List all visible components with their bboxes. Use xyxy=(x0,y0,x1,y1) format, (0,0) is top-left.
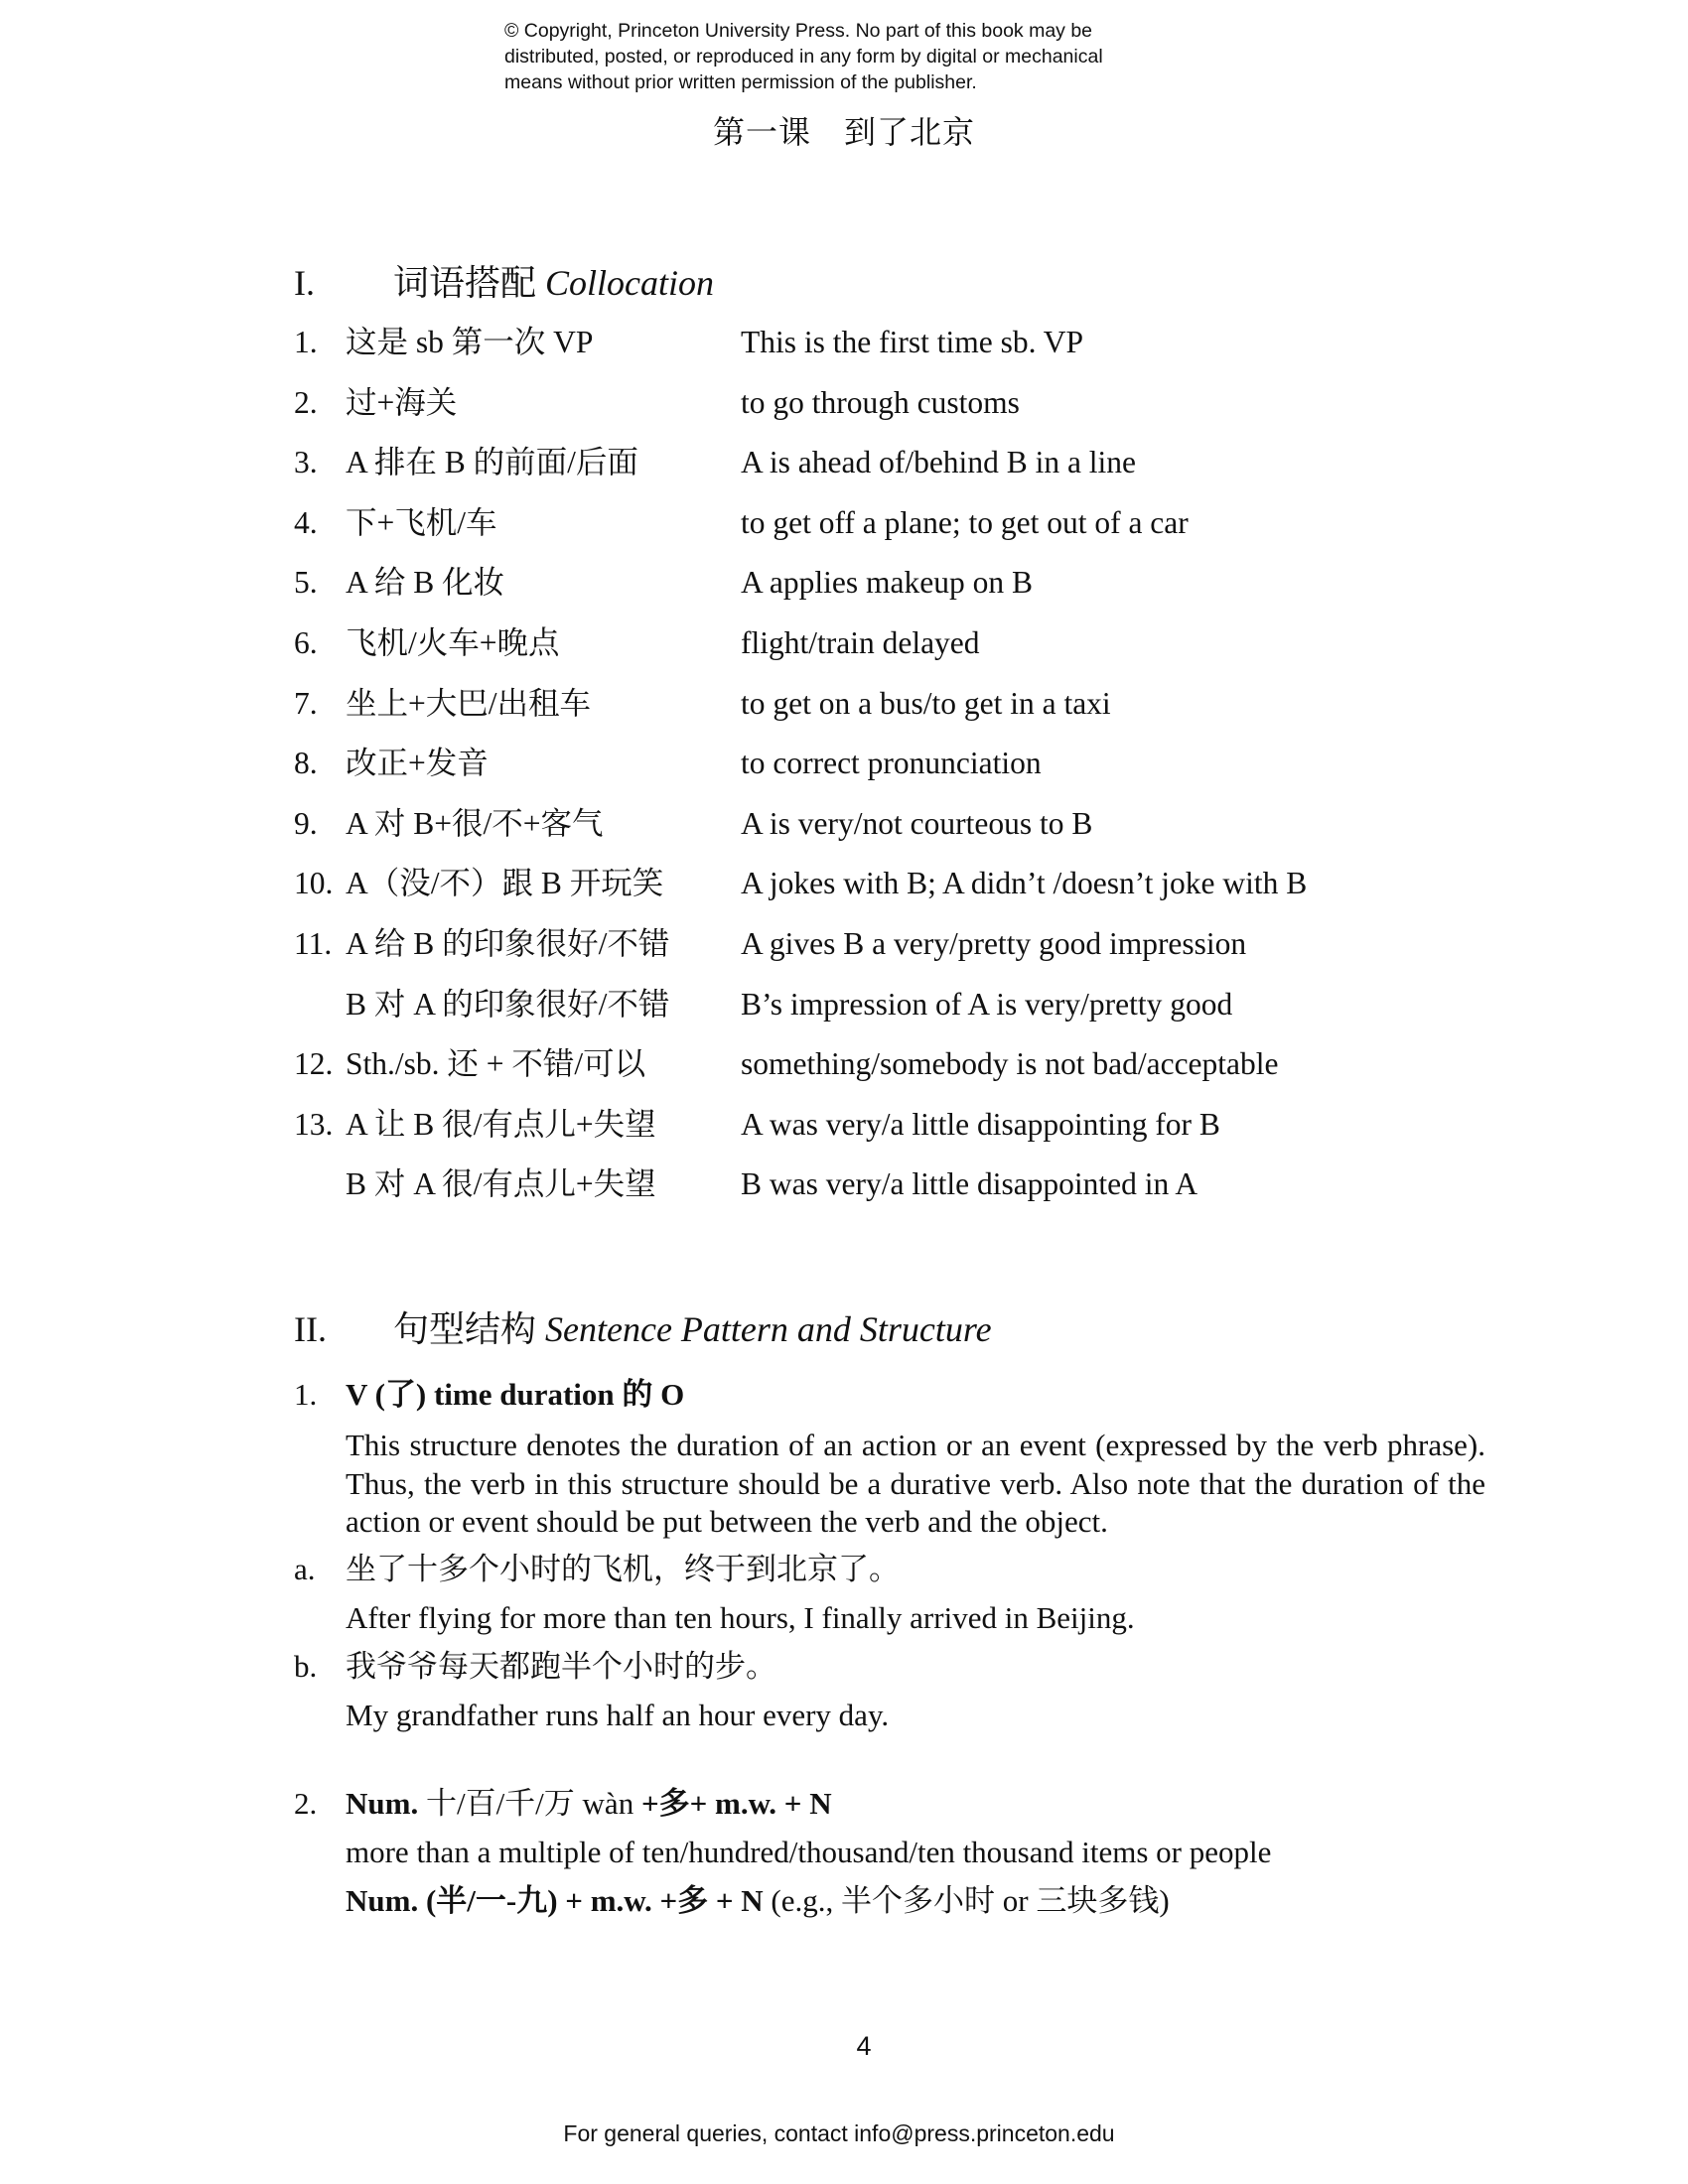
item-number: 3. xyxy=(294,445,318,480)
list-item xyxy=(294,1164,1386,1225)
section-number: II. xyxy=(294,1309,327,1349)
item-number: 11. xyxy=(294,925,333,961)
pattern-variant xyxy=(346,1881,1170,1921)
item-number: 12. xyxy=(294,1046,334,1082)
item-chinese: 飞机/火车+晚点 xyxy=(346,624,560,660)
item-number: 6. xyxy=(294,624,318,660)
item-chinese: A 给 B 化妆 xyxy=(346,565,505,601)
heading-bold-part: +多+ m.w. + N xyxy=(640,1786,832,1821)
section-number: I. xyxy=(294,263,315,303)
page-number: 4 xyxy=(856,2031,872,2061)
pattern-meaning: more than a multiple of ten/hundred/thousand/ten thousand items or people xyxy=(346,1835,1272,1869)
item-english: to get on a bus/to get in a taxi xyxy=(741,685,1111,721)
item-chinese: A 排在 B 的前面/后面 xyxy=(346,445,638,480)
footer-contact: For general queries, contact info@press.princeton.edu xyxy=(563,2120,1115,2146)
example-english: After flying for more than ten hours, I finally arrived in Beijing. xyxy=(346,1600,1135,1635)
heading-plain-part: 十/百/千/万 wàn xyxy=(425,1786,634,1821)
section-title-en: Sentence Pattern and Structure xyxy=(545,1309,992,1349)
item-english: B was very/a little disappointed in A xyxy=(741,1166,1198,1202)
item-chinese: A 给 B 的印象很好/不错 xyxy=(346,925,670,961)
item-number: 4. xyxy=(294,504,318,540)
example-chinese: 我爷爷每天都跑半个小时的步。 xyxy=(346,1649,776,1684)
list-item xyxy=(294,443,1386,503)
example-label: a. xyxy=(294,1552,316,1586)
item-english: A was very/a little disappointing for B xyxy=(741,1106,1220,1142)
item-chinese: A（没/不）跟 B 开玩笑 xyxy=(346,866,664,901)
item-chinese: A 对 B+很/不+客气 xyxy=(346,805,604,841)
list-item xyxy=(294,744,1386,804)
pattern-number: 1. xyxy=(294,1377,318,1412)
item-chinese: 改正+发音 xyxy=(346,746,489,781)
list-item xyxy=(294,864,1386,924)
pattern-explanation: This structure denotes the duration of an action or an event (expressed by the verb phrase). Thus, the verb in this structure should be a durative verb. Also note that the duration of the action or event should be put between the verb and the object. xyxy=(346,1428,1485,1539)
item-number: 8. xyxy=(294,746,318,781)
item-english: to correct pronunciation xyxy=(741,746,1042,781)
variant-example: (e.g., 半个多小时 or 三块多钱) xyxy=(771,1883,1170,1918)
copyright-notice xyxy=(504,18,1259,95)
chapter-title: 第一课 到了北京 xyxy=(712,114,975,150)
item-english: A gives B a very/pretty good impression xyxy=(741,925,1247,961)
item-english: A is ahead of/behind B in a line xyxy=(741,445,1137,480)
variant-bold-part: Num. (半/一-九) + m.w. +多 + N xyxy=(346,1883,764,1918)
pattern-heading-text: V (了) time duration 的 O xyxy=(346,1377,685,1412)
item-english: B’s impression of A is very/pretty good xyxy=(741,986,1233,1022)
item-chinese: 坐上+大巴/出租车 xyxy=(346,685,592,721)
item-number: 9. xyxy=(294,805,318,841)
item-english: to go through customs xyxy=(741,384,1020,420)
example-chinese: 坐了十多个小时的飞机，终于到北京了。 xyxy=(346,1552,900,1586)
pattern-heading xyxy=(346,1375,684,1415)
section-title xyxy=(393,260,714,306)
section-title xyxy=(393,1306,992,1352)
list-item xyxy=(294,684,1386,745)
list-item xyxy=(294,563,1386,623)
list-item xyxy=(294,985,1386,1045)
item-english: flight/train delayed xyxy=(741,624,980,660)
item-number: 10. xyxy=(294,866,334,901)
list-item xyxy=(294,503,1386,564)
item-english: A applies makeup on B xyxy=(741,565,1033,601)
collocation-list xyxy=(294,323,1386,1225)
list-item xyxy=(294,924,1386,985)
copyright-line: means without prior written permission of the publisher. xyxy=(504,71,977,93)
list-item xyxy=(294,383,1386,444)
item-chinese: A 让 B 很/有点儿+失望 xyxy=(346,1106,656,1142)
pattern-heading xyxy=(346,1784,832,1824)
copyright-line: © Copyright, Princeton University Press. No part of this book may be xyxy=(504,20,1093,42)
item-english: A jokes with B; A didn’t /doesn’t joke with B xyxy=(741,866,1308,901)
item-chinese: 这是 sb 第一次 VP xyxy=(346,325,594,359)
list-item xyxy=(294,804,1386,865)
example-english: My grandfather runs half an hour every day. xyxy=(346,1698,890,1732)
copyright-line: distributed, posted, or reproduced in any form by digital or mechanical xyxy=(504,46,1103,68)
item-english: This is the first time sb. VP xyxy=(741,325,1084,359)
list-item xyxy=(294,1044,1386,1105)
list-item xyxy=(294,623,1386,684)
section-title-zh: 词语搭配 xyxy=(393,263,537,303)
section-title-zh: 句型结构 xyxy=(393,1309,537,1349)
item-chinese: B 对 A 很/有点儿+失望 xyxy=(346,1166,656,1202)
item-number: 7. xyxy=(294,685,318,721)
item-english: something/somebody is not bad/acceptable xyxy=(741,1046,1279,1082)
pattern-number: 2. xyxy=(294,1786,318,1821)
item-number: 2. xyxy=(294,384,318,420)
heading-bold-part: Num. xyxy=(346,1786,419,1821)
item-english: to get off a plane; to get out of a car xyxy=(741,504,1189,540)
item-chinese: B 对 A 的印象很好/不错 xyxy=(346,986,670,1022)
list-item xyxy=(294,323,1386,383)
item-number: 13. xyxy=(294,1106,334,1142)
item-number: 5. xyxy=(294,565,318,601)
list-item xyxy=(294,1105,1386,1165)
section-title-en: Collocation xyxy=(545,263,715,303)
item-number: 1. xyxy=(294,325,318,359)
item-chinese: Sth./sb. 还 + 不错/可以 xyxy=(346,1046,646,1082)
example-label: b. xyxy=(294,1649,318,1684)
item-chinese: 下+飞机/车 xyxy=(346,504,497,540)
item-chinese: 过+海关 xyxy=(346,384,458,420)
item-english: A is very/not courteous to B xyxy=(741,805,1093,841)
